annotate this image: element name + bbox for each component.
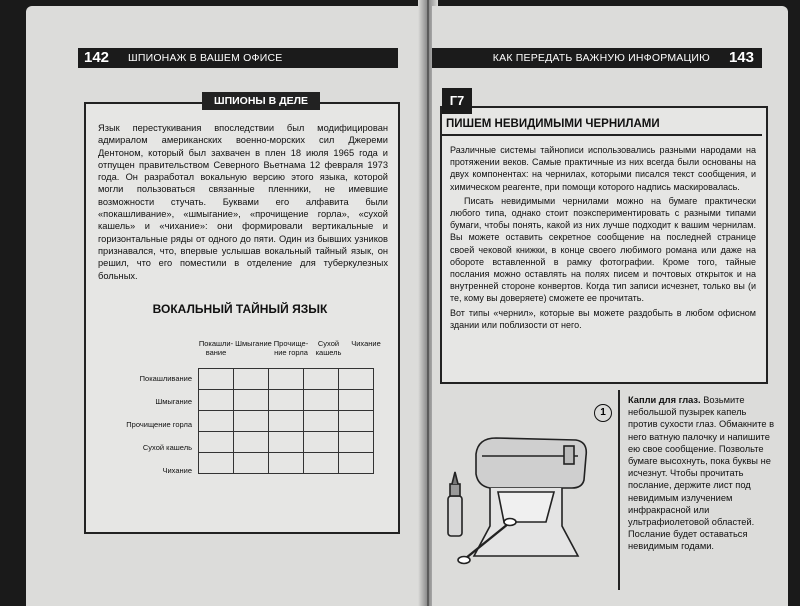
grid-cell [339,411,374,432]
grid-cell [269,453,304,474]
running-title: ШПИОНАЖ В ВАШЕМ ОФИСЕ [128,52,283,64]
grid-cell [269,411,304,432]
grid-column-header: Шмыгание [235,339,272,348]
eye-drops-step [628,394,778,553]
uv-lamp-illustration [438,426,594,576]
step-number-badge: 1 [594,404,612,422]
grid-table [198,368,374,474]
grid-cell [199,453,234,474]
grid-row-header: Сухой кашель [142,443,192,452]
grid-row [199,411,374,432]
grid-row [199,390,374,411]
grid-cell [234,390,269,411]
paragraph: Вот типы «чернил», которые вы можете раздобыть в любом офисном здании или поблизости от него. [450,307,756,330]
page-number: 142 [84,49,110,66]
grid-cell [339,390,374,411]
grid-cell [339,432,374,453]
chart-title: ВОКАЛЬНЫЙ ТАЙНЫЙ ЯЗЫК [152,302,328,316]
grid-column-header: Покашли- вание [198,339,234,357]
step-title: Капли для глаз. [628,395,701,405]
grid-row-header: Прочищение горла [126,420,192,429]
grid-cell [199,432,234,453]
grid-cell [234,453,269,474]
grid-cell [304,432,339,453]
section-title: ПИШЕМ НЕВИДИМЫМИ ЧЕРНИЛАМИ [446,118,660,130]
grid-cell [234,432,269,453]
grid-cell [269,432,304,453]
running-title: КАК ПЕРЕДАТЬ ВАЖНУЮ ИНФОРМАЦИЮ [492,52,710,64]
grid-row-header: Чихание [162,466,192,475]
section-body [450,144,756,333]
grid-row [199,453,374,474]
left-page [26,6,424,606]
grid-cell [304,411,339,432]
grid-cell [199,390,234,411]
grid-row [199,432,374,453]
sidebar-text: Язык перестукивания впоследствии был модифицирован адмиралом американских военно-морских сил Джереми Дентоном, который был захвачен в плен 18 июля 1965 года и отпущен правительством Северного Вьетнама 12 февраля 1973 года. Он разработал вокальную версию этого языка, которой могли пользоваться связанные пленники, не имевшие возможности стучать. Буквами его алфавита были «покашливание», «шмыгание», «прочищение горла», «сухой кашель» и «чихание»: они формировали вертикальные и горизонтальные ряды от одного до пяти. Один из бывших узников признавался, что, впервые услышав вокальный тайный язык, он решил, что его поместили в отделение для туберкулезных больных. [98,123,388,281]
sidebar-tag: ШПИОНЫ В ДЕЛЕ [202,92,320,110]
grid-cell [339,453,374,474]
grid-column-header: Чихание [351,339,381,348]
right-header-bar [432,48,762,68]
grid-column-header: Прочище- ние горла [273,339,309,357]
grid-column-header: Сухой кашель [315,339,342,357]
grid-row-header: Шмыгание [155,397,192,406]
grid-cell [304,369,339,390]
grid-row-header: Покашливание [139,374,192,383]
grid-cell [269,390,304,411]
vocal-code-grid [104,340,394,510]
paragraph: Различные системы тайнописи использовались разными народами на протяжении веков. Самые практичные из них всегда были основаны на двух компонентах: на чернилах, которыми писался текст сообщения, и химическом реагенте, при помощи которого надпись маскировалась. [450,145,756,192]
grid-cell [269,369,304,390]
page-number: 143 [728,49,754,66]
grid-cell [199,369,234,390]
grid-cell [234,369,269,390]
step-text: Возьмите небольшой пузырек капель против сухости глаз. Обмакните в него ватную палочку и напишите ею свое сообщение. Позвольте бумаге высохнуть, пока буквы не исчезнут. Чтобы прочитать послание, держите лист под невидимым излучением инфракрасной или ультрафиолетовой областей. Послание будет оставаться невидимым годами. [628,395,775,552]
section-label: Г7 [442,88,472,114]
grid-cell [339,369,374,390]
grid-cell [234,411,269,432]
grid-cell [304,453,339,474]
paragraph: Писать невидимыми чернилами можно на бумаге практически любого типа, однако стоит поэкспериментировать с разными типами бумаги, чтобы понять, какой из них лучше подходит к вашим чернилам. Вы можете оставить секретное сообщение на последней странице своей чековой книжки, в конце своего любимого романа или даже на обороте вставленной в рамку фотографии. Кроме того, тайные послания можно оставлять на полях писем и почтовых открыток и на внутренней стороне конвертов. Когда тип записи исчезнет, только вы (и те, кому вы доверяете) сможете ее прочитать. [450,195,756,304]
grid-cell [304,390,339,411]
left-header-bar [78,48,398,68]
right-page [432,6,788,606]
title-rule [442,134,762,136]
grid-cell [199,411,234,432]
grid-row [199,369,374,390]
step-divider [618,390,620,590]
